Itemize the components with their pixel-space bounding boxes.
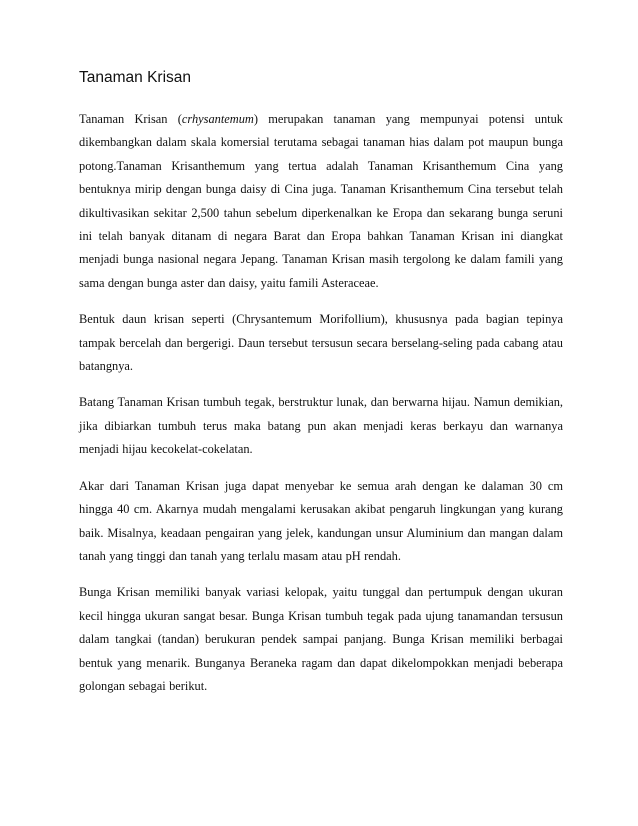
paragraph-intro-italic-term: crhysantemum bbox=[181, 112, 254, 126]
document-page bbox=[79, 66, 563, 711]
paragraph-root: Akar dari Tanaman Krisan juga dapat menyebar ke semua arah dengan ke dalaman 30 cm hingga 40 cm. Akarnya mudah mengalami kerusakan akibat pengaruh lingkungan yang kurang baik. Misalnya, keadaan pengairan yang jelek, kandungan unsur Aluminium dan mangan dalam tanah yang tinggi dan tanah yang terlalu masam atau pH rendah. bbox=[79, 478, 563, 563]
document-title: Tanaman Krisan bbox=[79, 69, 192, 86]
paragraph-intro bbox=[79, 108, 563, 295]
paragraph-leaf: Bentuk daun krisan seperti (Chrysantemum Morifollium), khususnya pada bagian tepinya tampak bercelah dan bergerigi. Daun tersebut tersusun secara berselang-seling pada cabang atau batangnya. bbox=[79, 312, 563, 374]
paragraph-intro-rest: ) merupakan tanaman yang mempunyai potensi untuk dikembangkan dalam skala komersial terutama sebagai tanaman hias dalam pot maupun bunga potong.Tanaman Krisanthemum yang tertua adalah Tanaman Krisanthemum Cina yang bentuknya mirip dengan bunga daisy di Cina juga. Tanaman Krisanthemum Cina tersebut telah dikultivasikan sekitar 2,500 tahun sebelum diperkenalkan ke Eropa dan sekarang bunga seruni ini telah banyak ditanam di negara Barat dan Eropa bahkan Tanaman Krisan ini diangkat menjadi bunga nasional negara Jepang. Tanaman Krisan masih tergolong ke dalam famili yang sama dengan bunga aster dan daisy, yaitu famili Asteraceae. bbox=[79, 112, 563, 290]
paragraph-flower: Bunga Krisan memiliki banyak variasi kelopak, yaitu tunggal dan pertumpuk dengan ukuran kecil hingga ukuran sangat besar. Bunga Krisan tumbuh tegak pada ujung tanamandan tersusun dalam tangkai (tandan) berukuran pendek sampai panjang. Bunga Krisan memiliki berbagai bentuk yang menarik. Bunganya Beraneka ragam dan dapat dikelompokkan menjadi beberapa golongan sebagai berikut. bbox=[79, 585, 563, 693]
paragraph-intro-start: Tanaman Krisan ( bbox=[79, 112, 182, 126]
paragraph-stem: Batang Tanaman Krisan tumbuh tegak, berstruktur lunak, dan berwarna hijau. Namun demikian, jika dibiarkan tumbuh terus maka batang pun akan menjadi keras berkayu dan warnanya menjadi hijau kecokelat-cokelatan. bbox=[79, 395, 563, 457]
